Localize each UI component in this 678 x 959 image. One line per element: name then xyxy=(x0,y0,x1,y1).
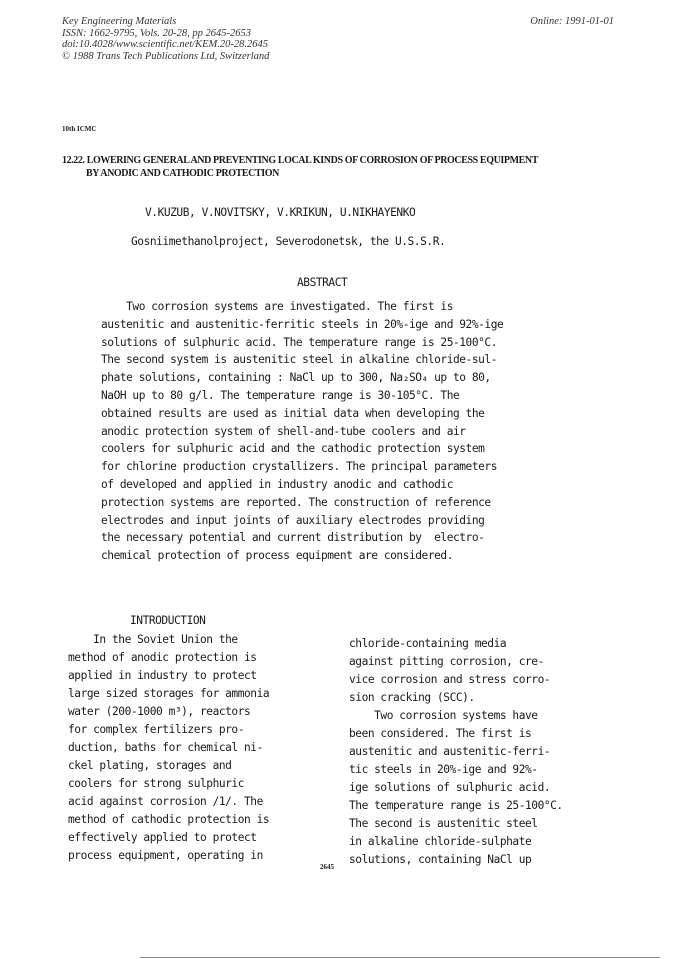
text-line: Two corrosion systems are investigated. The first is xyxy=(101,300,453,313)
text-line: vice corrosion and stress corro- xyxy=(349,673,551,686)
author-list: V.KUZUB, V.NOVITSKY, V.KRIKUN, U.NIKHAYENKO xyxy=(145,206,416,219)
text-line: water (200-1000 m³), reactors xyxy=(68,705,251,718)
text-line: austenitic and austenitic-ferritic steels in 20%-ige and 92%-ige xyxy=(101,317,504,331)
online-date: Online: 1991-01-01 xyxy=(530,16,614,27)
text-line: large sized storages for ammonia xyxy=(68,687,270,700)
text-line: method of cathodic protection is xyxy=(68,813,270,826)
journal-issn: ISSN: 1662-9795, Vols. 20-28, pp 2645-2653 xyxy=(62,27,251,39)
text-line: for chlorine production crystallizers. The principal parameters xyxy=(101,460,497,474)
page-number: 2645 xyxy=(320,863,334,871)
text-line: electrodes and input joints of auxiliary electrodes providing xyxy=(101,513,485,527)
abstract-heading: ABSTRACT xyxy=(297,276,348,289)
text-line: chemical protection of process equipment are considered. xyxy=(101,549,453,563)
conference-label: 10th ICMC xyxy=(62,125,97,133)
affiliation: Gosniimethanolproject, Severodonetsk, the U.S.S.R. xyxy=(131,235,446,248)
text-line: the necessary potential and current distribution by electro- xyxy=(101,531,485,545)
abstract-body xyxy=(101,298,503,565)
text-line: phate solutions, containing : NaCl up to 300, Na₂SO₄ up to 80, xyxy=(101,371,491,385)
text-line: method of anodic protection is xyxy=(68,651,257,664)
text-line: ige solutions of sulphuric acid. xyxy=(349,781,551,794)
text-line: in alkaline chloride-sulphate xyxy=(349,835,532,848)
text-line: ckel plating, storages and xyxy=(68,759,232,772)
text-line: The second is austenitic steel xyxy=(349,817,538,830)
text-line: for complex fertilizers pro- xyxy=(68,723,244,736)
text-line: protection systems are reported. The construction of reference xyxy=(101,495,491,509)
text-line: coolers for sulphuric acid and the cathodic protection system xyxy=(101,442,485,456)
text-line: applied in industry to protect xyxy=(68,669,257,682)
text-line: anodic protection system of shell-and-tube coolers and air xyxy=(101,424,466,438)
text-line: effectively applied to protect xyxy=(68,831,257,844)
text-line: obtained results are used as initial data when developing the xyxy=(101,406,485,420)
journal-copyright: © 1988 Trans Tech Publications Ltd, Switzerland xyxy=(62,50,270,62)
intro-left-column xyxy=(68,631,269,865)
journal-doi[interactable]: doi:10.4028/www.scientific.net/KEM.20-28.2645 xyxy=(62,39,268,50)
text-line: tic steels in 20%-ige and 92%- xyxy=(349,763,538,776)
journal-header xyxy=(62,16,269,62)
text-line: solutions of sulphuric acid. The temperature range is 25-100°C. xyxy=(101,335,497,349)
text-line: sion cracking (SCC). xyxy=(349,691,475,704)
text-line: In the Soviet Union the xyxy=(68,633,238,646)
intro-right-column xyxy=(349,635,563,869)
text-line: austenitic and austenitic-ferri- xyxy=(349,745,551,758)
text-line: chloride-containing media xyxy=(349,637,507,650)
text-line: NaOH up to 80 g/l. The temperature range is 30-105°C. The xyxy=(101,388,460,402)
paper-title xyxy=(62,154,632,180)
text-line: been considered. The first is xyxy=(349,727,532,740)
text-line: acid against corrosion /1/. The xyxy=(68,795,263,808)
journal-name: Key Engineering Materials xyxy=(62,16,177,27)
text-line: solutions, containing NaCl up xyxy=(349,853,532,866)
introduction-heading: INTRODUCTION xyxy=(130,614,206,627)
text-line: process equipment, operating in xyxy=(68,849,263,862)
title-line-1: 12.22. LOWERING GENERAL AND PREVENTING LOCAL KINDS OF CORROSION OF PROCESS EQUIPMENT xyxy=(62,155,539,166)
text-line: against pitting corrosion, cre- xyxy=(349,655,544,668)
title-line-2: BY ANODIC AND CATHODIC PROTECTION xyxy=(86,168,279,179)
text-line: The temperature range is 25-100°C. xyxy=(349,799,563,812)
text-line: coolers for strong sulphuric xyxy=(68,777,244,790)
text-line: of developed and applied in industry anodic and cathodic xyxy=(101,477,453,491)
text-line: The second system is austenitic steel in alkaline chloride-sul- xyxy=(101,353,497,367)
text-line: duction, baths for chemical ni- xyxy=(68,741,263,754)
footer-rule xyxy=(140,957,660,958)
text-line: Two corrosion systems have xyxy=(349,709,538,722)
